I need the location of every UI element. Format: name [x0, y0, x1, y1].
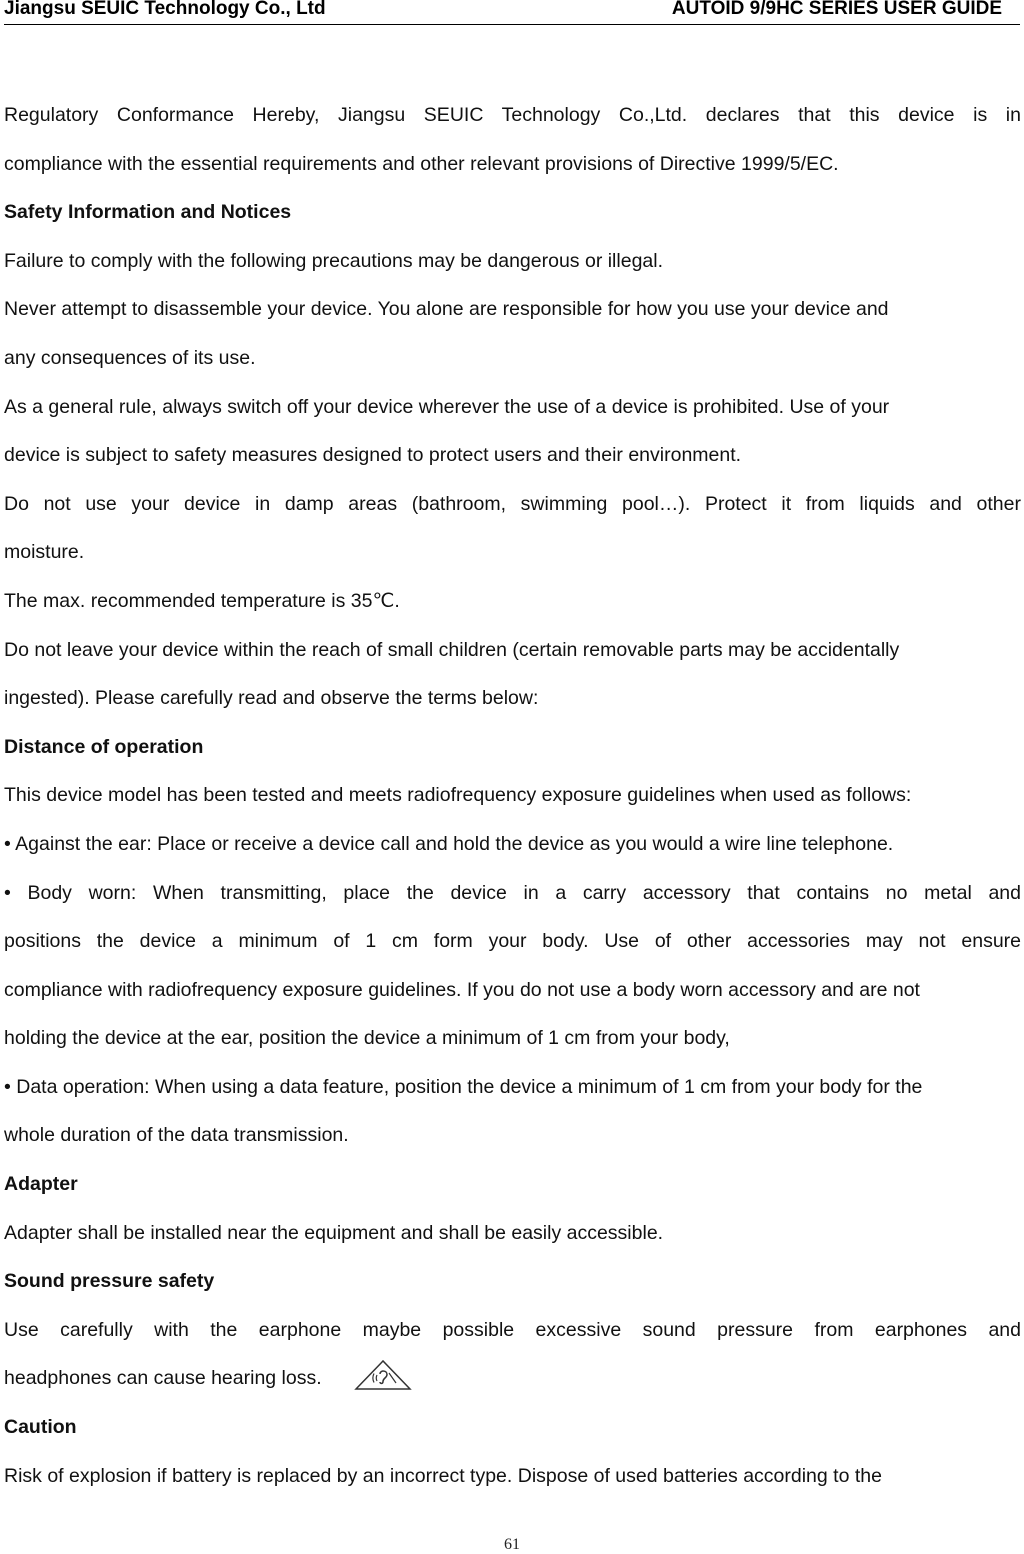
bullet-data-operation-line-2: whole duration of the data transmission. [4, 1124, 349, 1147]
bullet-data-operation-line-1: • Data operation: When using a data feature, position the device a minimum of 1 cm from your body for the [4, 1075, 923, 1098]
adapter-heading: Adapter [4, 1173, 78, 1196]
safety-paragraph-2-line-2: any consequences of its use. [4, 346, 256, 369]
safety-paragraph-2-line-1: Never attempt to disassemble your device. You alone are responsible for how you use your device and [4, 298, 889, 321]
safety-paragraph-3-line-1: As a general rule, always switch off your device wherever the use of a device is prohibited. Use of your [4, 395, 890, 418]
caution-heading: Caution [4, 1416, 77, 1439]
header-company: Jiangsu SEUIC Technology Co., Ltd [4, 0, 326, 19]
bullet-body-worn-line-1: • Body worn: When transmitting, place the device in a carry accessory that contains no metal and [4, 881, 1021, 904]
safety-paragraph-4-line-2: moisture. [4, 541, 85, 564]
caution-line-1: Risk of explosion if battery is replaced by an incorrect type. Dispose of used batteries according to the [4, 1464, 882, 1487]
safety-heading: Safety Information and Notices [4, 201, 292, 224]
sound-pressure-line-2: headphones can cause hearing loss. [4, 1367, 322, 1390]
distance-heading: Distance of operation [4, 735, 204, 758]
bullet-body-worn-line-3: compliance with radiofrequency exposure guidelines. If you do not use a body worn accessory and are not [4, 978, 920, 1001]
sound-pressure-line-2-row [4, 1354, 1021, 1403]
bullet-body-worn-line-2: positions the device a minimum of 1 cm form your body. Use of other accessories may not ensure [4, 930, 1021, 953]
header-guide-title: AUTOID 9/9HC SERIES USER GUIDE [671, 0, 1002, 19]
adapter-paragraph: Adapter shall be installed near the equipment and shall be easily accessible. [4, 1221, 664, 1244]
regulatory-line-1: Regulatory Conformance Hereby, Jiangsu SEUIC Technology Co.,Ltd. declares that this device is in [4, 104, 1021, 126]
safety-paragraph-5: The max. recommended temperature is 35℃. [4, 589, 400, 612]
bullet-against-ear: • Against the ear: Place or receive a device call and hold the device as you would a wire line telephone. [4, 832, 894, 855]
safety-paragraph-1: Failure to comply with the following precautions may be dangerous or illegal. [4, 249, 664, 272]
hearing-warning-icon [352, 1359, 414, 1391]
safety-paragraph-6-line-2: ingested). Please carefully read and observe the terms below: [4, 687, 539, 710]
bullet-body-worn-line-4: holding the device at the ear, position the device a minimum of 1 cm from your body, [4, 1027, 730, 1050]
sound-pressure-heading: Sound pressure safety [4, 1270, 215, 1293]
page-header [4, 0, 1020, 25]
regulatory-line-2: compliance with the essential requirements and other relevant provisions of Directive 1999/5/EC. [4, 152, 839, 175]
safety-paragraph-6-line-1: Do not leave your device within the reach of small children (certain removable parts may be accidentally [4, 638, 900, 661]
distance-paragraph: This device model has been tested and meets radiofrequency exposure guidelines when used as follows: [4, 784, 912, 807]
safety-paragraph-3-line-2: device is subject to safety measures designed to protect users and their environment. [4, 444, 742, 467]
page-number: 61 [504, 1536, 520, 1553]
page-content [4, 91, 1021, 1500]
safety-paragraph-4-line-1: Do not use your device in damp areas (bathroom, swimming pool…). Protect it from liquids and other [4, 492, 1021, 515]
sound-pressure-line-1: Use carefully with the earphone maybe possible excessive sound pressure from earphones and [4, 1318, 1021, 1341]
